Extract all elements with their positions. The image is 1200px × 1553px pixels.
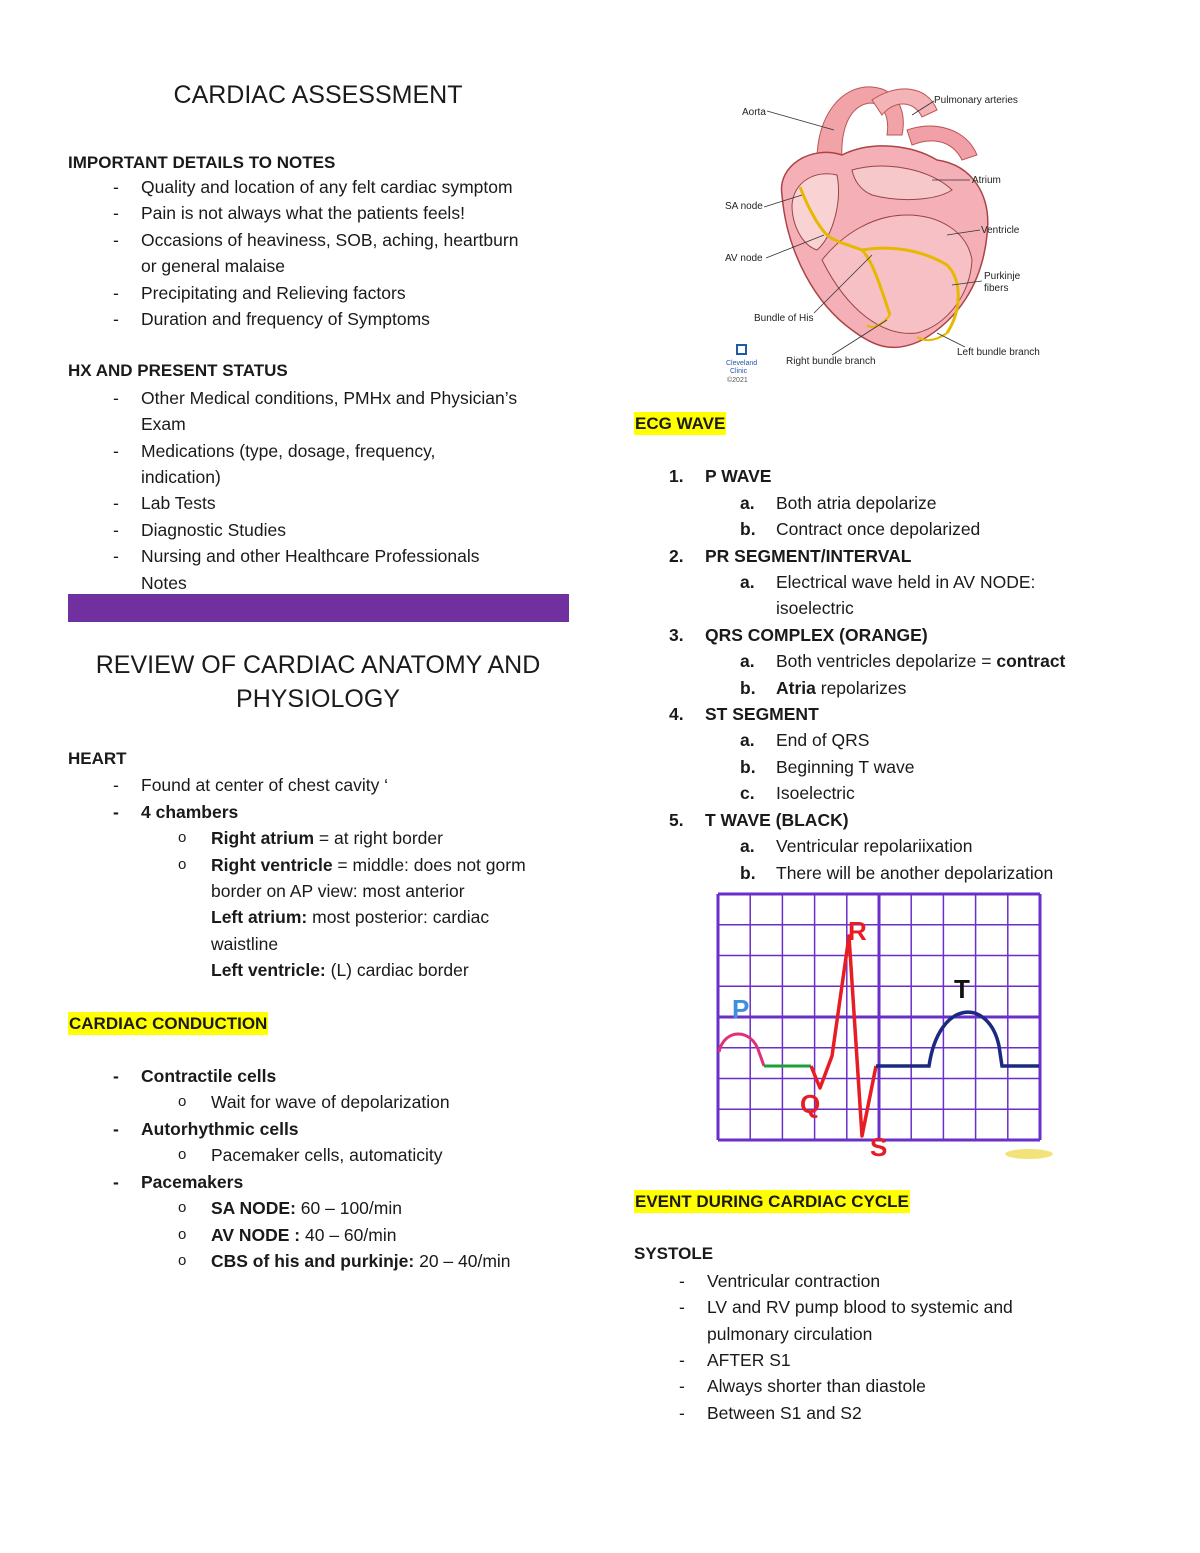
label-r: R xyxy=(848,916,867,946)
sub-text: Electrical wave held in AV NODE: xyxy=(776,572,1036,593)
list-item-continued: or general malaise xyxy=(141,256,285,277)
ecg-sub xyxy=(634,490,1154,516)
sub-letter: c. xyxy=(740,783,755,804)
chamber-left-atrium xyxy=(68,904,578,930)
heart-conduction-diagram xyxy=(722,75,1052,387)
ecg-item xyxy=(634,701,1154,727)
chamber-continued: border on AP view: most anterior xyxy=(211,881,465,902)
cardiac-cycle-section xyxy=(634,1188,1154,1426)
label-ventricle: Ventricle xyxy=(981,225,1020,236)
node-rate: 20 – 40/min xyxy=(414,1250,511,1271)
ecg-sub xyxy=(634,833,1154,859)
label-right-bundle: Right bundle branch xyxy=(786,356,876,367)
sub-text-bold: contract xyxy=(996,651,1066,672)
item-number: 5. xyxy=(669,809,684,830)
page-title: CARDIAC ASSESSMENT xyxy=(173,81,463,109)
item-label: QRS COMPLEX (ORANGE) xyxy=(705,624,928,645)
list-item: - Duration and frequency of Symptoms xyxy=(68,306,578,332)
sub-text-bold: Atria xyxy=(776,677,816,698)
ecg-grid xyxy=(718,894,1040,1140)
event-heading: EVENT DURING CARDIAC CYCLE xyxy=(635,1192,909,1211)
item-label: T WAVE (BLACK) xyxy=(705,809,849,830)
ecg-item xyxy=(634,807,1154,833)
chamber-right-ventricle xyxy=(68,852,578,878)
right-column xyxy=(634,410,1154,886)
label-clinic2: Clinic xyxy=(730,368,748,375)
list-item: - Occasions of heaviness, SOB, aching, heartburn xyxy=(68,227,578,253)
item-number: 2. xyxy=(669,545,684,566)
sub-text: Isoelectric xyxy=(776,783,855,804)
sub-item xyxy=(68,1089,578,1115)
sub-letter: a. xyxy=(740,730,755,751)
node-rate: 60 – 100/min xyxy=(295,1198,402,1219)
p-wave xyxy=(719,1034,764,1066)
chamber-name: Right atrium xyxy=(211,828,315,849)
label-s: S xyxy=(870,1132,888,1160)
hx-heading: HX AND PRESENT STATUS xyxy=(68,361,288,381)
sub-letter: b. xyxy=(740,862,756,883)
item-label: PR SEGMENT/INTERVAL xyxy=(705,545,912,566)
sub-text: Both atria depolarize xyxy=(776,492,937,513)
ecg-sub xyxy=(634,860,1154,886)
item-label: ST SEGMENT xyxy=(705,704,819,725)
label-copyright: ©2021 xyxy=(727,377,748,384)
bullet: o xyxy=(178,1251,187,1269)
ecg-sub xyxy=(634,516,1154,542)
chamber-desc: = middle: does not gorm xyxy=(332,854,526,875)
list-item: - Pain is not always what the patients feels! xyxy=(68,200,578,226)
sub-text: Ventricular repolariixation xyxy=(776,836,973,857)
sub-letter: a. xyxy=(740,492,755,513)
list-item: - Medications (type, dosage, frequency, xyxy=(68,438,578,464)
systole-heading: SYSTOLE xyxy=(634,1244,714,1264)
sub-letter: b. xyxy=(740,756,756,777)
left-column xyxy=(68,78,578,596)
chamber-desc: most posterior: cardiac xyxy=(307,907,490,928)
pacemaker-sa xyxy=(68,1195,578,1221)
label-av-node: AV node xyxy=(725,253,763,264)
label-aorta: Aorta xyxy=(742,107,766,118)
ecg-item xyxy=(634,622,1154,648)
label-purkinje: Purkinje xyxy=(984,271,1021,282)
sub-letter: b. xyxy=(740,677,756,698)
bullet: o xyxy=(178,855,187,873)
chamber-left-ventricle xyxy=(68,957,578,983)
chamber-name: Left ventricle: xyxy=(211,960,326,981)
item-label: P WAVE xyxy=(705,466,772,487)
ecg-sub xyxy=(634,780,1154,806)
important-heading: IMPORTANT DETAILS TO NOTES xyxy=(68,153,336,172)
sub-text: Beginning T wave xyxy=(776,756,915,777)
sub-text: There will be another depolarization xyxy=(776,862,1054,883)
list-item-continued: Exam xyxy=(141,414,186,435)
review-section xyxy=(68,648,578,1274)
node-name: SA NODE: xyxy=(211,1198,296,1219)
ecg-sub xyxy=(634,675,1154,701)
bullet: o xyxy=(178,1146,187,1164)
label-pulmonary: Pulmonary arteries xyxy=(934,95,1018,106)
list-item: - Precipitating and Relieving factors xyxy=(68,280,578,306)
list-item: - Contractile cells xyxy=(68,1063,578,1089)
list-item: - 4 chambers xyxy=(68,799,578,825)
pacemaker-av xyxy=(68,1222,578,1248)
list-item-continued: indication) xyxy=(141,467,221,488)
ecg-heading: ECG WAVE xyxy=(635,414,726,433)
node-rate: 40 – 60/min xyxy=(300,1224,397,1245)
node-name: CBS of his and purkinje: xyxy=(211,1250,415,1271)
chamber-name: Right ventricle xyxy=(211,854,333,875)
chamber-name: Left atrium: xyxy=(211,907,308,928)
qrs-complex xyxy=(811,936,876,1136)
list-item: - Quality and location of any felt cardiac symptom xyxy=(68,174,578,200)
review-title-line2: PHYSIOLOGY xyxy=(236,685,400,713)
sub-letter: a. xyxy=(740,836,755,857)
section-divider xyxy=(68,594,569,622)
sub-text: Contract once depolarized xyxy=(776,519,981,540)
list-item-continued: pulmonary circulation xyxy=(707,1323,873,1344)
bullet: o xyxy=(178,829,187,847)
sub-letter: a. xyxy=(740,572,755,593)
item-number: 3. xyxy=(669,624,684,645)
ecg-item xyxy=(634,543,1154,569)
chamber-desc: (L) cardiac border xyxy=(325,960,469,981)
list-item: - Ventricular contraction xyxy=(634,1268,1154,1294)
bullet: o xyxy=(178,1225,187,1243)
ecg-sub-continued: isoelectric xyxy=(776,598,854,619)
bullet: o xyxy=(178,1093,187,1111)
sub-letter: b. xyxy=(740,519,756,540)
heart-heading: HEART xyxy=(68,749,127,768)
t-wave xyxy=(876,1012,1039,1066)
label-fibers: fibers xyxy=(984,283,1009,294)
list-item: - AFTER S1 xyxy=(634,1347,1154,1373)
list-item: - Diagnostic Studies xyxy=(68,517,578,543)
ecg-sub xyxy=(634,754,1154,780)
conduction-heading: CARDIAC CONDUCTION xyxy=(69,1013,268,1033)
label-q: Q xyxy=(800,1089,821,1119)
chamber-continued: waistline xyxy=(211,933,279,954)
list-item: - Autorhythmic cells xyxy=(68,1116,578,1142)
label-left-bundle: Left bundle branch xyxy=(957,347,1040,358)
list-item: - LV and RV pump blood to systemic and xyxy=(634,1294,1154,1320)
ecg-wave-diagram xyxy=(714,888,1054,1160)
sub-item-text: Wait for wave of depolarization xyxy=(211,1092,450,1113)
sub-text: Both ventricles depolarize = xyxy=(776,651,997,672)
sub-text: End of QRS xyxy=(776,730,870,751)
sub-item xyxy=(68,1142,578,1168)
sub-text: repolarizes xyxy=(815,677,907,698)
ecg-sub xyxy=(634,648,1154,674)
ecg-item xyxy=(634,463,1154,489)
label-t: T xyxy=(954,974,970,1004)
list-item: - Lab Tests xyxy=(68,490,578,516)
sub-item-text: Pacemaker cells, automaticity xyxy=(211,1145,443,1166)
ecg-sub xyxy=(634,727,1154,753)
sub-letter: a. xyxy=(740,651,755,672)
bullet: o xyxy=(178,1199,187,1217)
pacemaker-cbs xyxy=(68,1248,578,1274)
label-clinic: Cleveland xyxy=(726,360,758,367)
list-item: - Found at center of chest cavity ‘ xyxy=(68,772,578,798)
label-sa-node: SA node xyxy=(725,201,763,212)
list-item: - Nursing and other Healthcare Professionals xyxy=(68,543,578,569)
list-item: - Pacemakers xyxy=(68,1169,578,1195)
label-atrium: Atrium xyxy=(972,175,1001,186)
node-name: AV NODE : xyxy=(211,1224,301,1245)
review-title-line1: REVIEW OF CARDIAC ANATOMY AND xyxy=(95,651,541,679)
item-number: 4. xyxy=(669,704,684,725)
item-number: 1. xyxy=(669,466,684,487)
chamber-desc: = at right border xyxy=(314,828,443,849)
label-bundle-his: Bundle of His xyxy=(754,313,814,324)
chamber-right-atrium xyxy=(68,825,578,851)
watermark-smudge xyxy=(1005,1149,1053,1159)
list-item: - Always shorter than diastole xyxy=(634,1373,1154,1399)
label-p: P xyxy=(732,994,750,1024)
ecg-sub xyxy=(634,569,1154,595)
list-item: - Between S1 and S2 xyxy=(634,1400,1154,1426)
list-item: - Other Medical conditions, PMHx and Physician’s xyxy=(68,385,578,411)
list-item-continued: Notes xyxy=(141,572,187,593)
